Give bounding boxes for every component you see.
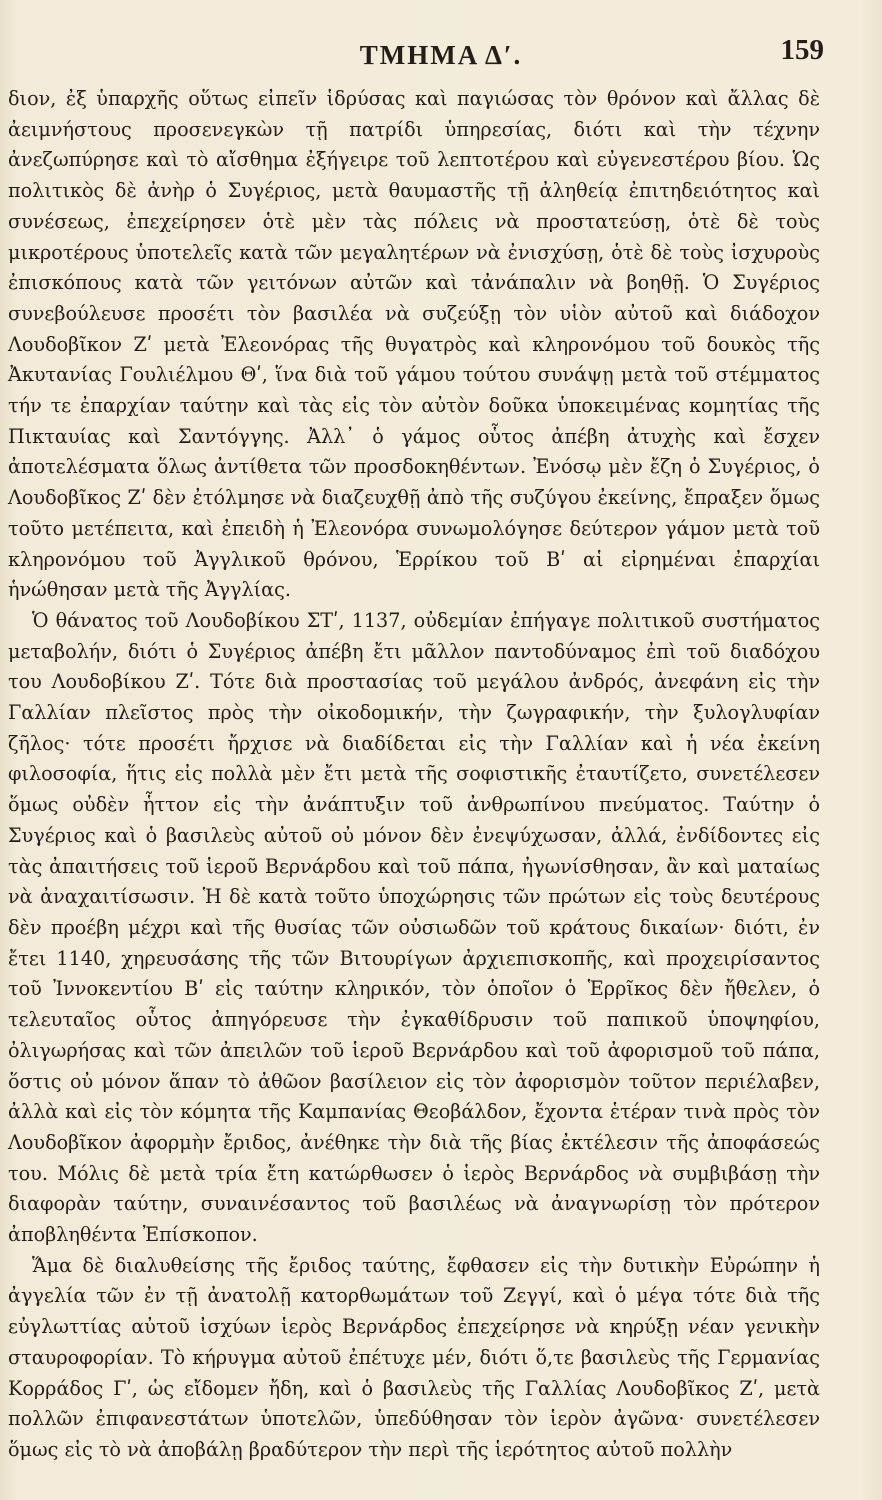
paragraph: Ἅμα δὲ διαλυθείσης τῆς ἔριδος ταύτης, ἔφθασεν εἰς τὴν δυτικὴν Εὐρώπην ἡ ἀγγελία τῶν ἐν τῇ ἀνατολῇ κατορθωμάτων τοῦ Ζεγγί, καὶ ὁ μέγα τότε διὰ τῆς εὐγλωττίας αὐτοῦ ἰσχύων ἱερὸς Βερνάρδος ἐπεχείρησε νὰ κηρύξῃ νέαν γενικὴν σταυροφορίαν. Τὸ κήρυγμα αὐτοῦ ἐπέτυχε μέν, διότι ὅ,τε βασιλεὺς τῆς Γερμανίας Κορράδος Γʹ, ὡς εἴδομεν ἤδη, καὶ ὁ βασιλεὺς τῆς Γαλλίας Λουδοβῖκος Ζʹ, μετὰ πολλῶν ἐπιφανεστάτων ὑποτελῶν, ὑπεδύθησαν τὸν ἱερὸν ἀγῶνα· συνετέλεσεν ὅμως εἰς τὸ νὰ ἀποβάλῃ βραδύτερον τὴν περὶ τῆς ἱερότητος αὐτοῦ πολλὴν <box>8 1253 820 1461</box>
paragraph-continued: διον, ἐξ ὑπαρχῆς οὕτως εἰπεῖν ἱδρύσας καὶ παγιώσας τὸν θρόνον καὶ ἄλλας δὲ ἀειμνήστους προσενεγκὼν τῇ πατρίδι ὑπηρεσίας, διότι καὶ τὴν τέχνην ἀνεζωπύρησε καὶ τὸ αἴσθημα ἐξήγειρε τοῦ λεπτοτέρου καὶ εὐγενεστέρου βίου. Ὡς πολιτικὸς δὲ ἀνὴρ ὁ Συγέριος, μετὰ θαυμαστῆς τῇ ἀληθείᾳ ἐπιτηδειότητος καὶ συνέσεως, ἐπεχείρησεν ὁτὲ μὲν τὰς πόλεις νὰ προστατεύσῃ, ὁτὲ δὲ τοὺς μικροτέρους ὑποτελεῖς κατὰ τῶν μεγαλητέρων νὰ ἐνισχύσῃ, ὁτὲ δὲ τοὺς ἰσχυροὺς ἐπισκόπους κατὰ τῶν γειτόνων αὐτῶν καὶ τἀνάπαλιν νὰ βοηθῇ. Ὁ Συγέριος συνεβούλευσε προσέτι τὸν βασιλέα νὰ συζεύξῃ τὸν υἱὸν αὐτοῦ καὶ διάδοχον Λουδοβῖκον Ζʹ μετὰ Ἐλεονόρας τῆς θυγατρὸς καὶ κληρονόμου τοῦ δουκὸς τῆς Ἀκυτανίας Γουλιέλμου Θʹ, ἵνα διὰ τοῦ γάμου τούτου συνάψῃ μετὰ τοῦ στέμματος τήν τε ἐπαρχίαν ταύτην καὶ τὰς εἰς τὸν αὐτὸν δοῦκα ὑποκειμένας κομητίας τῆς Πικταυίας καὶ Σαντόγγης. Ἀλλ᾽ ὁ γάμος οὗτος ἀπέβη ἀτυχὴς καὶ ἔσχεν ἀποτελέσματα ὅλως ἀντίθετα τῶν προσδοκηθέντων. Ἐνόσῳ μὲν ἔζη ὁ Συγέριος, ὁ Λουδοβῖκος Ζʹ δὲν ἐτόλμησε νὰ διαζευχθῇ ἀπὸ τῆς συζύγου ἐκείνης, ἔπραξεν ὅμως τοῦτο μετέπειτα, καὶ ἐπειδὴ ἡ Ἐλεονόρα συνωμολόγησε δεύτερον γάμον μετὰ τοῦ κληρονόμου τοῦ Ἀγγλικοῦ θρόνου, Ἑρρίκου τοῦ Βʹ αἱ εἰρημέναι ἐπαρχίαι ἡνώθησαν μετὰ τῆς Ἀγγλίας. <box>8 87 820 602</box>
paragraph: Ὁ θάνατος τοῦ Λουδοβίκου ΣΤʹ, 1137, οὐδεμίαν ἐπήγαγε πολιτικοῦ συστήματος μεταβολήν, διότι ὁ Συγέριος ἀπέβη ἔτι μᾶλλον παντοδύναμος ἐπὶ τοῦ διαδόχου του Λουδοβίκου Ζʹ. Τότε διὰ προστασίας τοῦ μεγάλου ἀνδρός, ἀνεφάνη εἰς τὴν Γαλλίαν πλεῖστος πρὸς τὴν οἰκοδομικήν, τὴν ζωγραφικήν, τὴν ξυλογλυφίαν ζῆλος· τότε προσέτι ἤρχισε νὰ διαδίδεται εἰς τὴν Γαλλίαν καὶ ἡ νέα ἐκείνη φιλοσοφία, ἥτις εἰς πολλὰ μὲν ἔτι μετὰ τῆς σοφιστικῆς ἐταυτίζετο, συνετέλεσεν ὅμως οὐδὲν ἧττον εἰς τὴν ἀνάπτυξιν τοῦ ἀνθρωπίνου πνεύματος. Ταύτην ὁ Συγέριος καὶ ὁ βασιλεὺς αὐτοῦ οὐ μόνον δὲν ἐνεψύχωσαν, ἀλλά, ἐνδίδοντες εἰς τὰς ἀπαιτήσεις τοῦ ἱεροῦ Βερνάρδου καὶ τοῦ πάπα, ἠγωνίσθησαν, ἂν καὶ ματαίως νὰ ἀναχαιτίσωσιν. Ἡ δὲ κατὰ τοῦτο ὑποχώρησις τῶν πρώτων εἰς τοὺς δευτέρους δὲν προέβη μέχρι καὶ τῆς θυσίας τῶν οὐσιωδῶν τοῦ κράτους δικαίων· διότι, ἐν ἔτει 1140, χηρευσάσης τῆς τῶν Βιτουρίγων ἀρχιεπισκοπῆς, καὶ προχειρίσαντος τοῦ Ἰννοκεντίου Βʹ εἰς ταύτην κληρικόν, τὸν ὁποῖον ὁ Ἑρρῖκος δὲν ἤθελεν, ὁ τελευταῖος οὗτος ἀπηγόρευσε τὴν ἐγκαθίδρυσιν τοῦ παπικοῦ ὑποψηφίου, ὀλιγωρήσας καὶ τῶν ἀπειλῶν τοῦ ἱεροῦ Βερνάρδου καὶ τοῦ ἀφορισμοῦ τοῦ πάπα, ὅστις οὐ μόνον ἅπαν τὸ ἀθῶον βασίλειον εἰς τὸν ἀφορισμὸν τοῦτον περιέλαβεν, ἀλλὰ καὶ εἰς τὸν κόμητα τῆς Καμπανίας Θεοβάλδον, ἔχοντα ἑτέραν τινὰ πρὸς τὸν Λουδοβῖκον ἀφορμὴν ἔριδος, ἀνέθηκε τὴν διὰ τῆς βίας ἐκτέλεσιν τῆς ἀποφάσεώς του. Μόλις δὲ μετὰ τρία ἔτη κατώρθωσεν ὁ ἱερὸς Βερνάρδος νὰ συμβιβάσῃ τὴν διαφορὰν ταύτην, συναινέσαντος τοῦ βασιλέως νὰ ἀναγνωρίσῃ τὸν πρότερον ἀποβληθέντα Ἐπίσκοπον. <box>8 608 820 1247</box>
page-header <box>0 30 882 80</box>
running-head: ΤΜΗΜΑ Δʹ. <box>359 40 523 70</box>
body-text <box>8 84 820 1466</box>
page-number: 159 <box>780 34 824 66</box>
